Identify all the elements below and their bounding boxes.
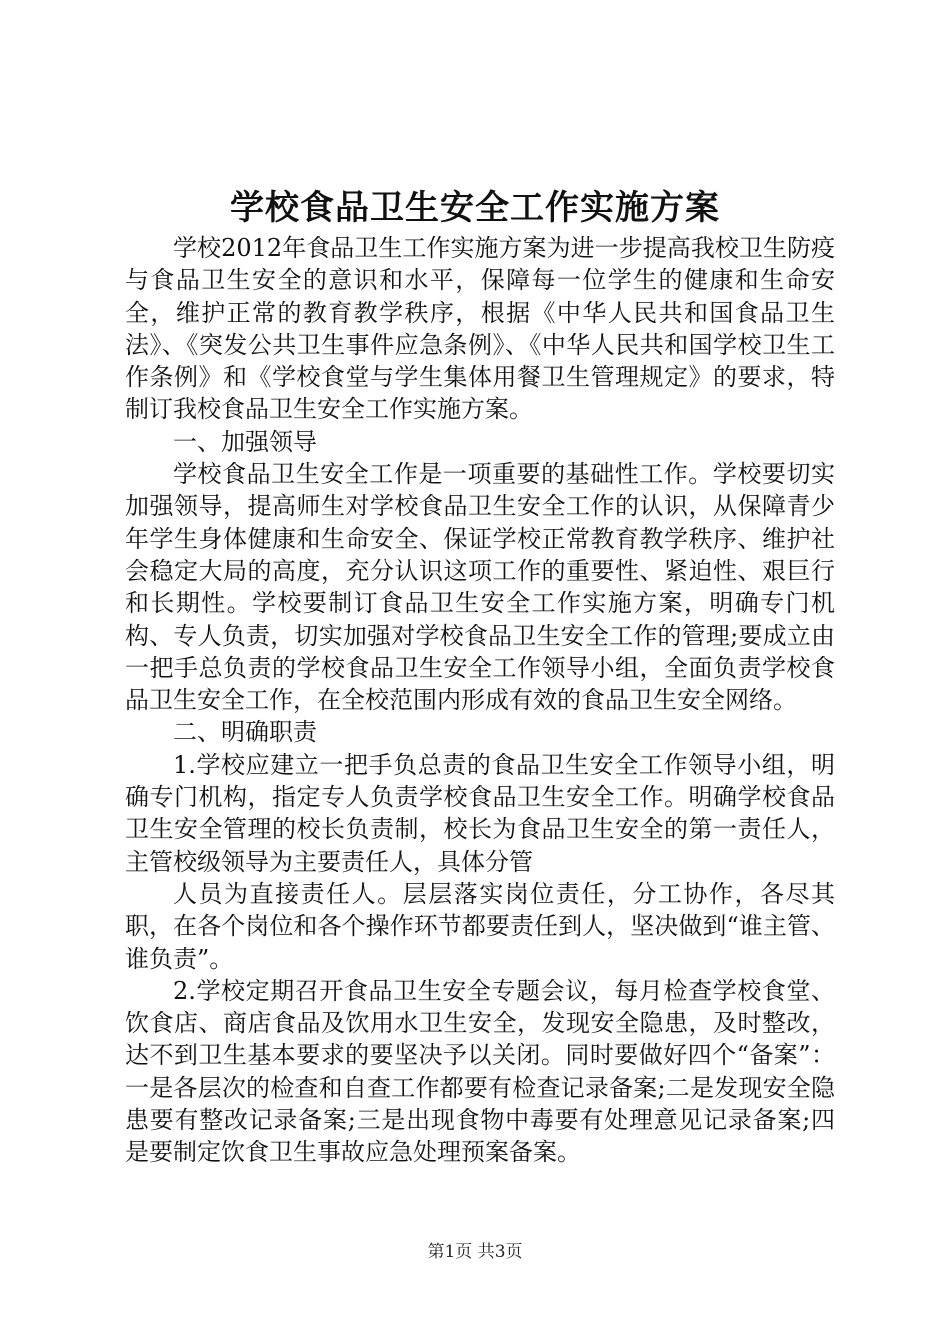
responsibility-item-1-continued: 人员为直接责任人。层层落实岗位责任，分工协作，各尽其职，在各个岗位和各个操作环节都要责任到人，坚决做到“谁主管、谁负责”。 (125, 879, 835, 973)
leadership-paragraph: 学校食品卫生安全工作是一项重要的基础性工作。学校要切实加强领导，提高师生对学校食品卫生安全工作的认识，从保障青少年学生身体健康和生命安全、保证学校正常教育教学秩序、维护社会稳定大局的高度，充分认识这项工作的重要性、紧迫性、艰巨行和长期性。学校要制订食品卫生安全工作实施方案，明确专门机构、专人负责，切实加强对学校食品卫生安全工作的管理;要成立由一把手总负责的学校食品卫生安全工作领导小组，全面负责学校食品卫生安全工作，在全校范围内形成有效的食品卫生安全网络。 (125, 460, 835, 715)
section-heading-leadership: 一、加强领导 (173, 427, 317, 456)
responsibility-item-1: 1.学校应建立一把手负总责的食品卫生安全工作领导小组，明确专门机构，指定专人负责学校食品卫生安全工作。明确学校食品卫生安全管理的校长负责制，校长为食品卫生安全的第一责任人，主管校级领导为主要责任人，具体分管 (125, 750, 835, 876)
intro-paragraph: 学校2012年食品卫生工作实施方案为进一步提高我校卫生防疫与食品卫生安全的意识和水平，保障每一位学生的健康和生命安全，维护正常的教育教学秩序，根据《中华人民共和国食品卫生法》、《突发公共卫生事件应急条例》、《中华人民共和国学校卫生工作条例》和《学校食堂与学生集体用餐卫生管理规定》的要求，特制订我校食品卫生安全工作实施方案。 (125, 234, 835, 424)
responsibility-item-2: 2.学校定期召开食品卫生安全专题会议，每月检查学校食堂、饮食店、商店食品及饮用水卫生安全，发现安全隐患，及时整改，达不到卫生基本要求的要坚决予以关闭。同时要做好四个“备案”：一是各层次的检查和自查工作都要有检查记录备案;二是发现安全隐患要有整改记录备案;三是出现食物中毒要有处理意见记录备案;四是要制定饮食卫生事故应急处理预案备案。 (125, 976, 835, 1167)
section-heading-responsibilities: 二、明确职责 (173, 718, 317, 747)
document-body (125, 232, 835, 1169)
page-number-footer: 第1页 共3页 (427, 1242, 523, 1262)
document-title: 学校食品卫生安全工作实施方案 (230, 188, 720, 228)
